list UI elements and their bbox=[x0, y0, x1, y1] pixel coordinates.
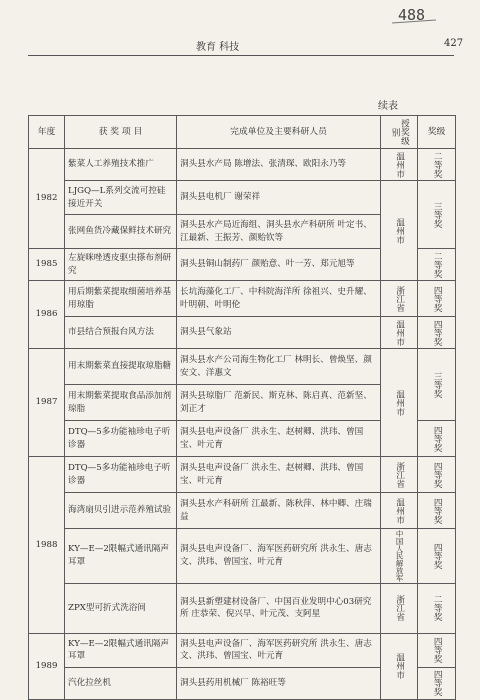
unit-cell: 洞头县水产科研所 江最新、陈秋萍、林中卿、庄瑞益 bbox=[177, 493, 381, 529]
unit-cell: 洞头县药用机械厂 陈裕旺等 bbox=[177, 667, 381, 699]
level-cell: 温州市 bbox=[381, 633, 418, 699]
project-cell: KY—E—2限幅式通讯隔声耳罩 bbox=[65, 633, 177, 667]
grade-cell: 二等奖 bbox=[418, 149, 456, 181]
level-cell: 中国人民解放军 bbox=[381, 529, 418, 584]
grade-cell: 二等奖 bbox=[418, 583, 456, 633]
project-cell: 市县结合预报台风方法 bbox=[65, 317, 177, 349]
year-cell: 1989 bbox=[29, 633, 65, 699]
level-cell: 浙江省 bbox=[381, 457, 418, 493]
header-project: 获 奖 项 目 bbox=[65, 116, 177, 149]
header-rule bbox=[28, 55, 454, 56]
level-cell: 温州市 bbox=[381, 493, 418, 529]
level-cell: 温州市 bbox=[381, 181, 418, 281]
awards-table bbox=[28, 115, 456, 700]
grade-cell: 四等奖 bbox=[418, 281, 456, 317]
year-cell: 1986 bbox=[29, 281, 65, 349]
grade-cell: 三等奖 bbox=[418, 349, 456, 421]
unit-cell: 洞头县水产公司海生物化工厂 林明长、曾焕坚、颜安文、洋惠文 bbox=[177, 349, 381, 385]
header-title: 教育 科技 bbox=[196, 42, 240, 53]
unit-cell: 洞头县铜山制药厂 颜贻意、叶一芳、郑元旭等 bbox=[177, 249, 381, 281]
table-row bbox=[29, 457, 456, 493]
table-row bbox=[29, 583, 456, 633]
project-cell: 海湾扇贝引进示范养殖试验 bbox=[65, 493, 177, 529]
project-cell: ZPX型可折式洗浴间 bbox=[65, 583, 177, 633]
unit-cell: 长坑海藻化工厂、中科院海洋所 徐祖兴、史升耀、叶明朝、叶明伦 bbox=[177, 281, 381, 317]
grade-cell: 四等奖 bbox=[418, 667, 456, 699]
header-level: 授奖级别 bbox=[381, 116, 418, 149]
project-cell: 用末期紫菜直接提取琼脂糖 bbox=[65, 349, 177, 385]
table-row bbox=[29, 317, 456, 349]
grade-cell: 四等奖 bbox=[418, 493, 456, 529]
project-cell: 汽化拉丝机 bbox=[65, 667, 177, 699]
level-cell: 温州市 bbox=[381, 317, 418, 349]
unit-cell: 洞头县新塑建材设备厂、中国百业发明中心03研究所 庄恭荣、倪兴早、叶元茂、支阿星 bbox=[177, 583, 381, 633]
level-cell: 温州市 bbox=[381, 349, 418, 457]
unit-cell: 洞头县水产局 陈增法、张清琛、欧阳永乃等 bbox=[177, 149, 381, 181]
grade-cell: 四等奖 bbox=[418, 633, 456, 667]
project-cell: 左旋咪唑透皮驱虫搽布剂研究 bbox=[65, 249, 177, 281]
year-cell: 1985 bbox=[29, 249, 65, 281]
grade-cell: 四等奖 bbox=[418, 529, 456, 584]
project-cell: DTQ—5多功能袖珍电子听诊器 bbox=[65, 457, 177, 493]
year-cell: 1988 bbox=[29, 457, 65, 634]
unit-cell: 洞头县琼脂厂 范新民、斯克林、陈启真、范新坚、刘正才 bbox=[177, 385, 381, 421]
handwritten-page-number: 488 bbox=[398, 6, 426, 24]
unit-cell: 洞头县电声设备厂 洪永生、赵树卿、洪玮、曾国宝、叶元育 bbox=[177, 457, 381, 493]
unit-cell: 洞头县电声设备厂、海军医药研究所 洪永生、唐志文、洪玮、曾国宝、叶元育 bbox=[177, 633, 381, 667]
grade-cell: 四等奖 bbox=[418, 421, 456, 457]
year-cell: 1987 bbox=[29, 349, 65, 457]
header-year: 年度 bbox=[29, 116, 65, 149]
year-cell: 1982 bbox=[29, 149, 65, 249]
table-row bbox=[29, 633, 456, 667]
project-cell: 张网鱼货冷藏保鲜技术研究 bbox=[65, 215, 177, 249]
project-cell: KY—E—2限幅式通讯隔声耳罩 bbox=[65, 529, 177, 584]
grade-cell: 二等奖 bbox=[418, 249, 456, 281]
project-cell: 用后期紫菜提取细菌培养基用琼脂 bbox=[65, 281, 177, 317]
unit-cell: 洞头县水产局近海组、洞头县水产科研所 叶定书、江最新、王振芳、颜贻钦等 bbox=[177, 215, 381, 249]
project-cell: LJGQ—L系列交流可控硅接近开关 bbox=[65, 181, 177, 215]
table-header-row bbox=[29, 116, 456, 149]
level-cell: 浙江省 bbox=[381, 583, 418, 633]
table-row bbox=[29, 493, 456, 529]
table-row bbox=[29, 181, 456, 215]
project-cell: 用末期紫菜提取食品添加剂琼脂 bbox=[65, 385, 177, 421]
unit-cell: 洞头县气象站 bbox=[177, 317, 381, 349]
continued-label: 续表 bbox=[378, 101, 398, 112]
unit-cell: 洞头县电机厂 谢荣祥 bbox=[177, 181, 381, 215]
table-row bbox=[29, 281, 456, 317]
header-grade: 奖级 bbox=[418, 116, 456, 149]
grade-cell: 四等奖 bbox=[418, 457, 456, 493]
unit-cell: 洞头县电声设备厂、海军医药研究所 洪永生、唐志文、洪玮、曾国宝、叶元育 bbox=[177, 529, 381, 584]
level-cell: 浙江省 bbox=[381, 281, 418, 317]
header-unit: 完成单位及主要科研人员 bbox=[177, 116, 381, 149]
project-cell: DTQ—5多功能袖珍电子听诊器 bbox=[65, 421, 177, 457]
unit-cell: 洞头县电声设备厂 洪永生、赵树卿、洪玮、曾国宝、叶元育 bbox=[177, 421, 381, 457]
table-row bbox=[29, 349, 456, 385]
grade-cell: 四等奖 bbox=[418, 317, 456, 349]
table-row bbox=[29, 529, 456, 584]
level-cell: 温州市 bbox=[381, 149, 418, 181]
project-cell: 紫菜人工养殖技术推广 bbox=[65, 149, 177, 181]
grade-cell: 三等奖 bbox=[418, 181, 456, 249]
table-row bbox=[29, 149, 456, 181]
page-number: 427 bbox=[444, 38, 464, 49]
